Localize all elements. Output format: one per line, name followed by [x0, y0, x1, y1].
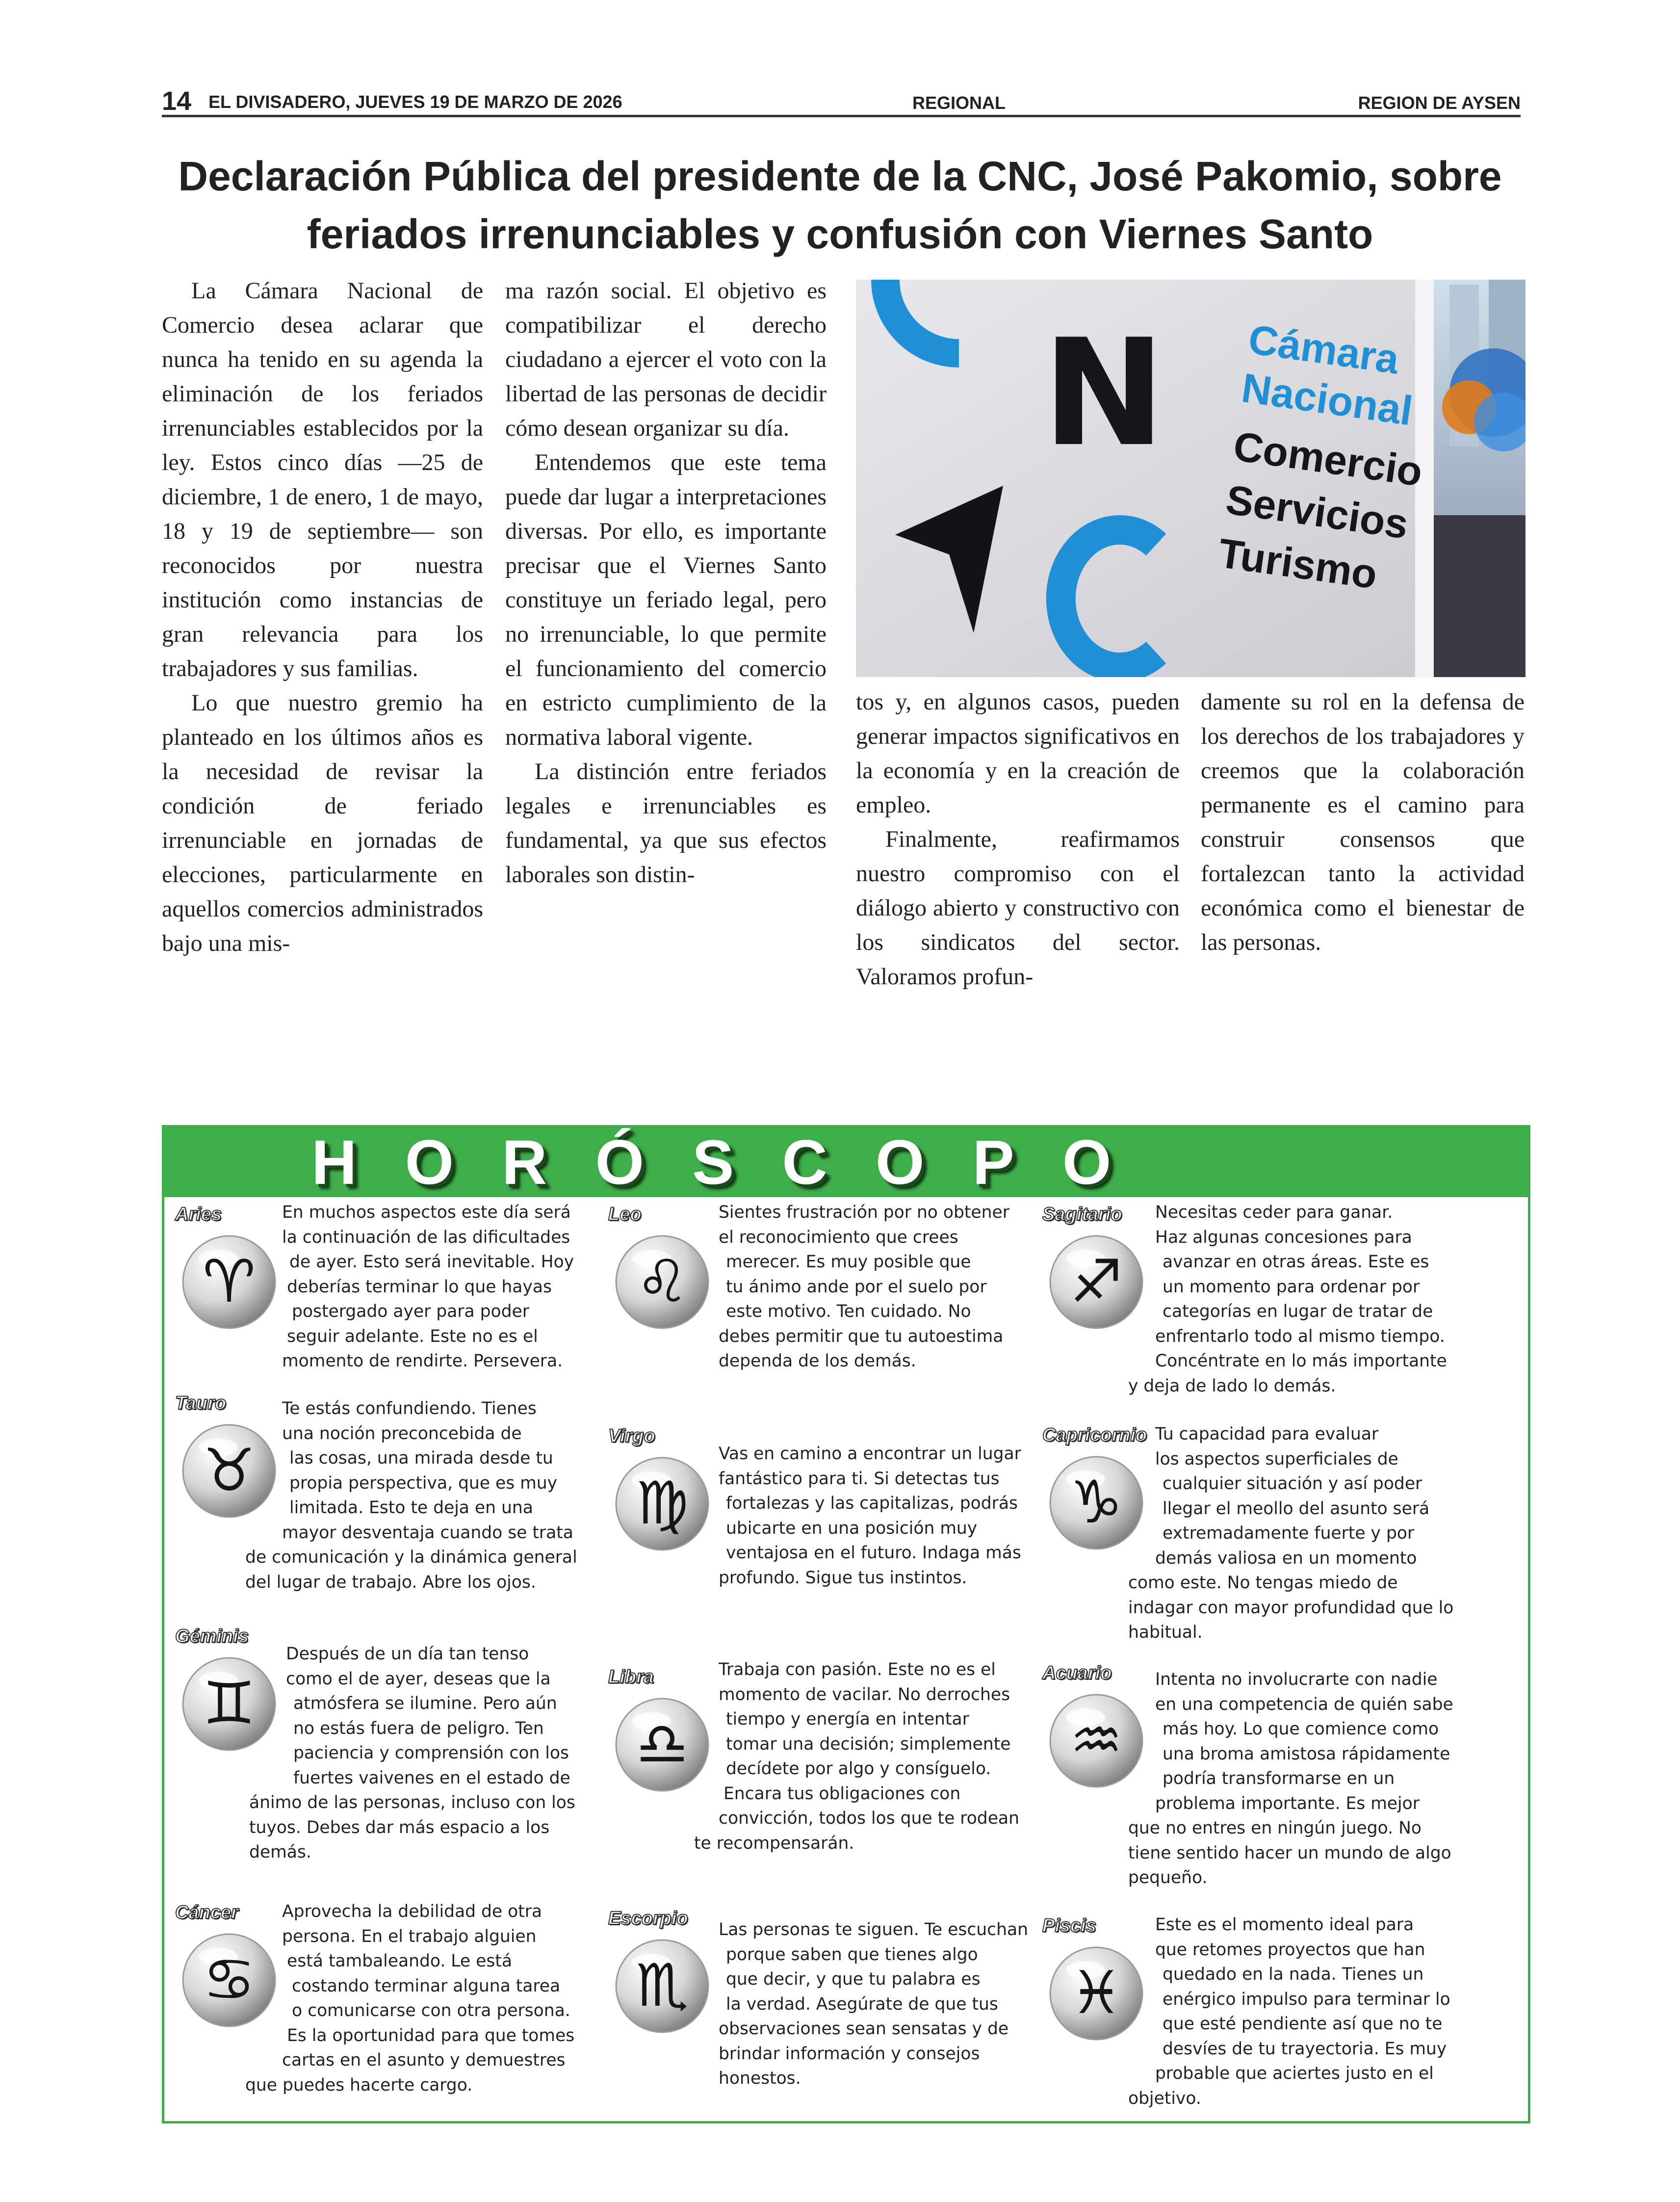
paper-date: EL DIVISADERO, JUEVES 19 DE MARZO DE 2026 — [208, 92, 622, 112]
sign-text — [719, 1917, 1028, 2091]
article-title-line-1: Declaración Pública del presidente de la CNC, José Pakomio, sobre — [178, 153, 1502, 199]
sign-text-line: podría transformarse en un — [1163, 1769, 1395, 1788]
sign-text-line: que decir, y que tu palabra es — [726, 1969, 981, 1989]
sign-text-line: que esté pendiente así que no te — [1163, 2014, 1443, 2034]
sign-text-line: enfrentarlo todo al mismo tiempo. — [1155, 1326, 1445, 1346]
article-title-line-2: feriados irrenunciables y confusión con Viernes Santo — [307, 211, 1373, 257]
sign-text-line: en una competencia de quién sabe — [1155, 1694, 1453, 1714]
sign-text-line: cartas en el asunto y demuestres — [282, 2050, 566, 2070]
sign-text-line: Sientes frustración por no obtener — [719, 1203, 1009, 1222]
sign-text-line: los aspectos superficiales de — [1155, 1449, 1398, 1469]
sign-text-line: una broma amistosa rápidamente — [1163, 1744, 1450, 1764]
capricorn-icon — [1047, 1454, 1145, 1552]
sign-text-line: costando terminar alguna tarea — [292, 1976, 561, 1996]
sign-text-line: ánimo de las personas, incluso con los — [249, 1793, 575, 1812]
logo-line-nacional: Nacional — [1239, 364, 1416, 434]
sign-name: Capricornio — [1042, 1425, 1147, 1445]
sign-text-line: desvíes de tu trayectoria. Es muy — [1163, 2039, 1447, 2059]
article-column-3 — [856, 685, 1180, 994]
sign-text-line: cualquier situación y así poder — [1163, 1474, 1422, 1494]
horoscope-title-band — [164, 1127, 1528, 1197]
sign-name: Cáncer — [175, 1902, 238, 1923]
taurus-icon — [180, 1422, 278, 1520]
logo-letter-n: N — [1042, 308, 1166, 479]
sign-text-line: fortalezas y las capitalizas, podrás — [726, 1494, 1018, 1513]
sign-text-line: Vas en camino a encontrar un lugar — [719, 1444, 1021, 1464]
sign-text-line: porque saben que tienes algo — [726, 1944, 978, 1965]
sign-text-line: debes permitir que tu autoestima — [719, 1326, 1004, 1346]
sign-text-line: Este es el momento ideal para — [1155, 1915, 1414, 1935]
region-label: REGION DE AYSEN — [1358, 93, 1521, 113]
aquarius-icon — [1047, 1692, 1145, 1790]
sign-text-line: deberías terminar lo que hayas — [287, 1277, 552, 1297]
sign-text-line: llegar el meollo del asunto será — [1163, 1498, 1430, 1519]
sign-text-line: está tambaleando. Le está — [287, 1951, 512, 1971]
sign-text-line: dependa de los demás. — [719, 1351, 916, 1371]
paragraph: La Cámara Nacional de Comercio desea aclarar que nunca ha tenido en su agenda la eliminación de los feriados irrenunciables establecidos por la ley. Estos cinco días —25 de diciembre, 1 de enero, 1 de mayo, 18 y 19 de septiembre— son reconocidos por nuestra institución como instancias de gran relevancia para los trabajadores y sus familias. — [162, 278, 483, 682]
article-column-4 — [1201, 685, 1525, 960]
sign-text-line: y deja de lado lo demás. — [1128, 1376, 1336, 1396]
sign-text-line: momento de rendirte. Persevera. — [282, 1351, 563, 1371]
virgo-icon — [613, 1455, 711, 1553]
gemini-icon — [180, 1655, 278, 1753]
sign-text-line: observaciones sean sensatas y de — [719, 2019, 1009, 2039]
sign-text — [1128, 1200, 1447, 1398]
sign-text-line: categorías en lugar de tratar de — [1163, 1302, 1433, 1321]
sign-name: Piscis — [1042, 1915, 1096, 1936]
sign-text-line: persona. En el trabajo alguien — [282, 1926, 537, 1946]
sign-text-line: un momento para ordenar por — [1163, 1277, 1420, 1297]
svg-text:♒: ♒ — [1070, 1706, 1123, 1775]
sign-text-line: Las personas te siguen. Te escuchan — [719, 1920, 1028, 1940]
sign-text-line: Trabaja con pasión. Este no es el — [719, 1660, 996, 1679]
sign-name: Aries — [175, 1204, 222, 1225]
sign-text-line: Necesitas ceder para ganar. — [1155, 1203, 1393, 1222]
sign-text-line: convicción, todos los que te rodean — [719, 1809, 1019, 1828]
paragraph: La distinción entre feriados legales e irrenunciables es fundamental, ya que sus efectos laborales son distin- — [505, 759, 827, 888]
paragraph: damente su rol en la defensa de los derechos de los trabajadores y creemos que la colaboración permanente es el camino para construir consensos que fortalezcan tanto la actividad económica como el bienestar de las personas. — [1201, 689, 1525, 955]
sign-text-line: probable que aciertes justo en el — [1155, 2064, 1434, 2083]
sign-text-line: la continuación de las dificultades — [282, 1227, 570, 1247]
sign-text-line: problema importante. Es mejor — [1155, 1793, 1420, 1813]
leo-icon — [613, 1233, 711, 1331]
sign-text-line: avanzar en otras áreas. Este es — [1163, 1252, 1429, 1272]
sign-text-line: demás valiosa en un momento — [1155, 1548, 1417, 1568]
sign-text-line: el reconocimiento que crees — [719, 1227, 958, 1247]
horoscope-box — [162, 1125, 1530, 2123]
sign-text-line: como este. No tengas miedo de — [1128, 1573, 1398, 1593]
sign-text-line: profundo. Sigue tus instintos. — [719, 1568, 967, 1588]
sign-text-line: o comunicarse con otra persona. — [292, 2001, 570, 2020]
sign-text — [282, 1200, 574, 1374]
sign-text-line: Después de un día tan tenso — [286, 1644, 529, 1664]
sign-text-line: las cosas, una mirada desde tu — [289, 1448, 553, 1468]
sign-text-line: Haz algunas concesiones para — [1155, 1227, 1412, 1247]
sign-text-line: momento de vacilar. No derroches — [719, 1684, 1010, 1704]
paragraph: Entendemos que este tema puede dar lugar a interpretaciones diversas. Por ello, es importante precisar que el Viernes Santo constituye un feriado legal, pero no irrenunciable, lo que permite el funcionamiento del comercio en estricto cumplimiento de la normativa laboral vigente. — [505, 449, 827, 750]
sign-text-line: más hoy. Lo que comience como — [1163, 1719, 1439, 1739]
sign-text-line: honestos. — [719, 2069, 801, 2088]
sign-text-line: Encara tus obligaciones con — [724, 1783, 961, 1804]
cancer-icon — [180, 1931, 278, 2029]
sign-text-line: ventajosa en el futuro. Indaga más — [726, 1543, 1021, 1563]
article-column-1 — [162, 274, 483, 961]
libra-icon — [613, 1696, 711, 1794]
sign-text-line: Te estás confundiendo. Tienes — [282, 1399, 537, 1418]
sign-text-line: tu ánimo ande por el suelo por — [726, 1277, 987, 1297]
sign-text-line: propia perspectiva, que es muy — [289, 1473, 558, 1493]
logo-line-camara: Cámara — [1245, 315, 1402, 383]
sign-text-line: pequeño. — [1128, 1868, 1208, 1887]
sign-text-line: del lugar de trabajo. Abre los ojos. — [245, 1572, 536, 1592]
sign-name: Libra — [608, 1667, 654, 1687]
sign-text-line: que retomes proyectos que han — [1155, 1940, 1425, 1960]
logo-line-servicios: Servicios — [1223, 476, 1411, 548]
svg-text:♊: ♊ — [203, 1670, 256, 1738]
paragraph: Lo que nuestro gremio ha planteado en los últimos años es la necesidad de revisar la condición de feriado irrenunciable en jornadas de elecciones, particularmente en aquellos comercios administrados bajo una mis- — [162, 690, 483, 956]
svg-text:♈: ♈ — [203, 1248, 256, 1316]
svg-text:♏: ♏ — [636, 1952, 689, 2020]
logo-line-turismo: Turismo — [1215, 529, 1380, 598]
page-header — [162, 87, 1521, 117]
paragraph: ma razón social. El objetivo es compatibilizar el derecho ciudadano a ejercer el voto con la libertad de las personas de decidir cómo desean organizar su día. — [505, 278, 827, 441]
sign-text-line: tomar una decisión; simplemente — [726, 1734, 1011, 1754]
sign-name: Virgo — [608, 1426, 655, 1446]
sagittarius-icon — [1047, 1233, 1145, 1331]
sign-text-line: Es la oportunidad para que tomes — [287, 2025, 575, 2045]
svg-text:♍: ♍ — [636, 1469, 689, 1538]
sign-text-line: Intenta no involucrarte con nadie — [1155, 1670, 1438, 1689]
sign-text — [1128, 1913, 1450, 2111]
pisces-icon — [1047, 1944, 1145, 2043]
sign-text-line: mayor desventaja cuando se trata — [282, 1522, 573, 1543]
sign-text — [1128, 1422, 1454, 1645]
sign-text-line: postergado ayer para poder — [292, 1302, 529, 1321]
sign-name: Leo — [608, 1204, 642, 1225]
sign-name: Sagitario — [1042, 1204, 1122, 1225]
sign-text-line: Tu capacidad para evaluar — [1155, 1424, 1379, 1444]
sign-text-line: atmósfera se ilumine. Pero aún — [293, 1694, 557, 1713]
sign-text-line: seguir adelante. Este no es el — [287, 1326, 538, 1346]
sign-text-line: objetivo. — [1128, 2088, 1201, 2108]
sign-text-line: habitual. — [1128, 1623, 1203, 1642]
sign-text-line: tiempo y energía en intentar — [726, 1709, 969, 1729]
svg-text:♓: ♓ — [1070, 1959, 1123, 2027]
sign-text-line: una noción preconcebida de — [282, 1423, 522, 1443]
sign-text-line: la verdad. Asegúrate de que tus — [726, 1994, 998, 2014]
sign-text-line: de comunicación y la dinámica general — [245, 1547, 577, 1567]
sign-text-line: tiene sentido hacer un mundo de algo — [1128, 1843, 1451, 1863]
sign-text — [249, 1642, 575, 1865]
sign-text-line: En muchos aspectos este día será — [282, 1203, 571, 1222]
sign-text-line: ubicarte en una posición muy — [726, 1518, 978, 1538]
sign-name: Escorpio — [608, 1908, 688, 1929]
sign-text — [1128, 1667, 1453, 1890]
article-column-2 — [505, 274, 827, 892]
sign-text — [694, 1657, 1019, 1856]
horoscope-title: HORÓSCOPO — [311, 1127, 1160, 1198]
sign-text-line: Concéntrate en lo más importante — [1155, 1351, 1447, 1371]
sign-text-line: no estás fuera de peligro. Ten — [293, 1718, 544, 1738]
svg-text:♐: ♐ — [1070, 1248, 1123, 1316]
svg-text:♎: ♎ — [636, 1710, 689, 1779]
sign-name: Géminis — [175, 1626, 249, 1647]
svg-text:♌: ♌ — [636, 1248, 689, 1316]
sign-name: Tauro — [175, 1393, 227, 1414]
aries-icon — [180, 1233, 278, 1331]
svg-text:♋: ♋ — [203, 1946, 256, 2014]
sign-text-line: enérgico impulso para terminar lo — [1163, 1989, 1450, 2009]
sign-text — [719, 1442, 1021, 1590]
sign-text-line: te recompensarán. — [694, 1833, 854, 1853]
sign-text-line: fuertes vaivenes en el estado de — [293, 1768, 570, 1788]
sign-text-line: fantástico para ti. Si detectas tus — [719, 1468, 1000, 1489]
section-label: REGIONAL — [912, 93, 1006, 113]
sign-text-line: paciencia y comprensión con los — [293, 1743, 569, 1763]
sign-text-line: Aprovecha la debilidad de otra — [282, 1902, 543, 1921]
sign-text-line: quedado en la nada. Tienes un — [1163, 1965, 1424, 1984]
sign-text — [719, 1200, 1009, 1374]
scorpio-icon — [613, 1937, 711, 2035]
paragraph: tos y, en algunos casos, pueden generar impactos significativos en la economía y en la creación de empleo. — [856, 689, 1180, 818]
logo-line-comercio: Comercio — [1230, 422, 1425, 495]
sign-text-line: de ayer. Esto será inevitable. Hoy — [289, 1252, 574, 1272]
sign-text-line: brindar información y consejos — [719, 2044, 980, 2064]
page-number: 14 — [162, 86, 192, 116]
sign-text-line: limitada. Esto te deja en una — [289, 1498, 533, 1518]
sign-text-line: como el de ayer, deseas que la — [286, 1669, 551, 1689]
sign-text-line: extremadamente fuerte y por — [1163, 1523, 1415, 1543]
sign-text-line: decídete por algo y consíguelo. — [726, 1759, 991, 1779]
svg-text:♉: ♉ — [203, 1437, 256, 1505]
sign-text-line: tuyos. Debes dar más espacio a los — [249, 1817, 550, 1837]
svg-text:♑: ♑ — [1070, 1468, 1123, 1537]
article-title — [147, 147, 1533, 263]
sign-text-line: indagar con mayor profundidad que lo — [1128, 1598, 1454, 1618]
sign-text — [245, 1396, 577, 1595]
sign-text-line: este motivo. Ten cuidado. No — [726, 1302, 971, 1321]
sign-text-line: que puedes hacerte cargo. — [245, 2075, 473, 2095]
sign-name: Acuario — [1042, 1663, 1112, 1683]
sign-text — [245, 1899, 575, 2097]
sign-text-line: demás. — [249, 1842, 311, 1862]
sign-text-line: que no entres en ningún juego. No — [1128, 1818, 1422, 1838]
paragraph: Finalmente, reafirmamos nuestro compromiso con el diálogo abierto y constructivo con los sindicatos del sector. Valoramos profun- — [856, 826, 1180, 990]
sign-text-line: merecer. Es muy posible que — [726, 1252, 971, 1272]
cnc-photo — [856, 280, 1525, 677]
